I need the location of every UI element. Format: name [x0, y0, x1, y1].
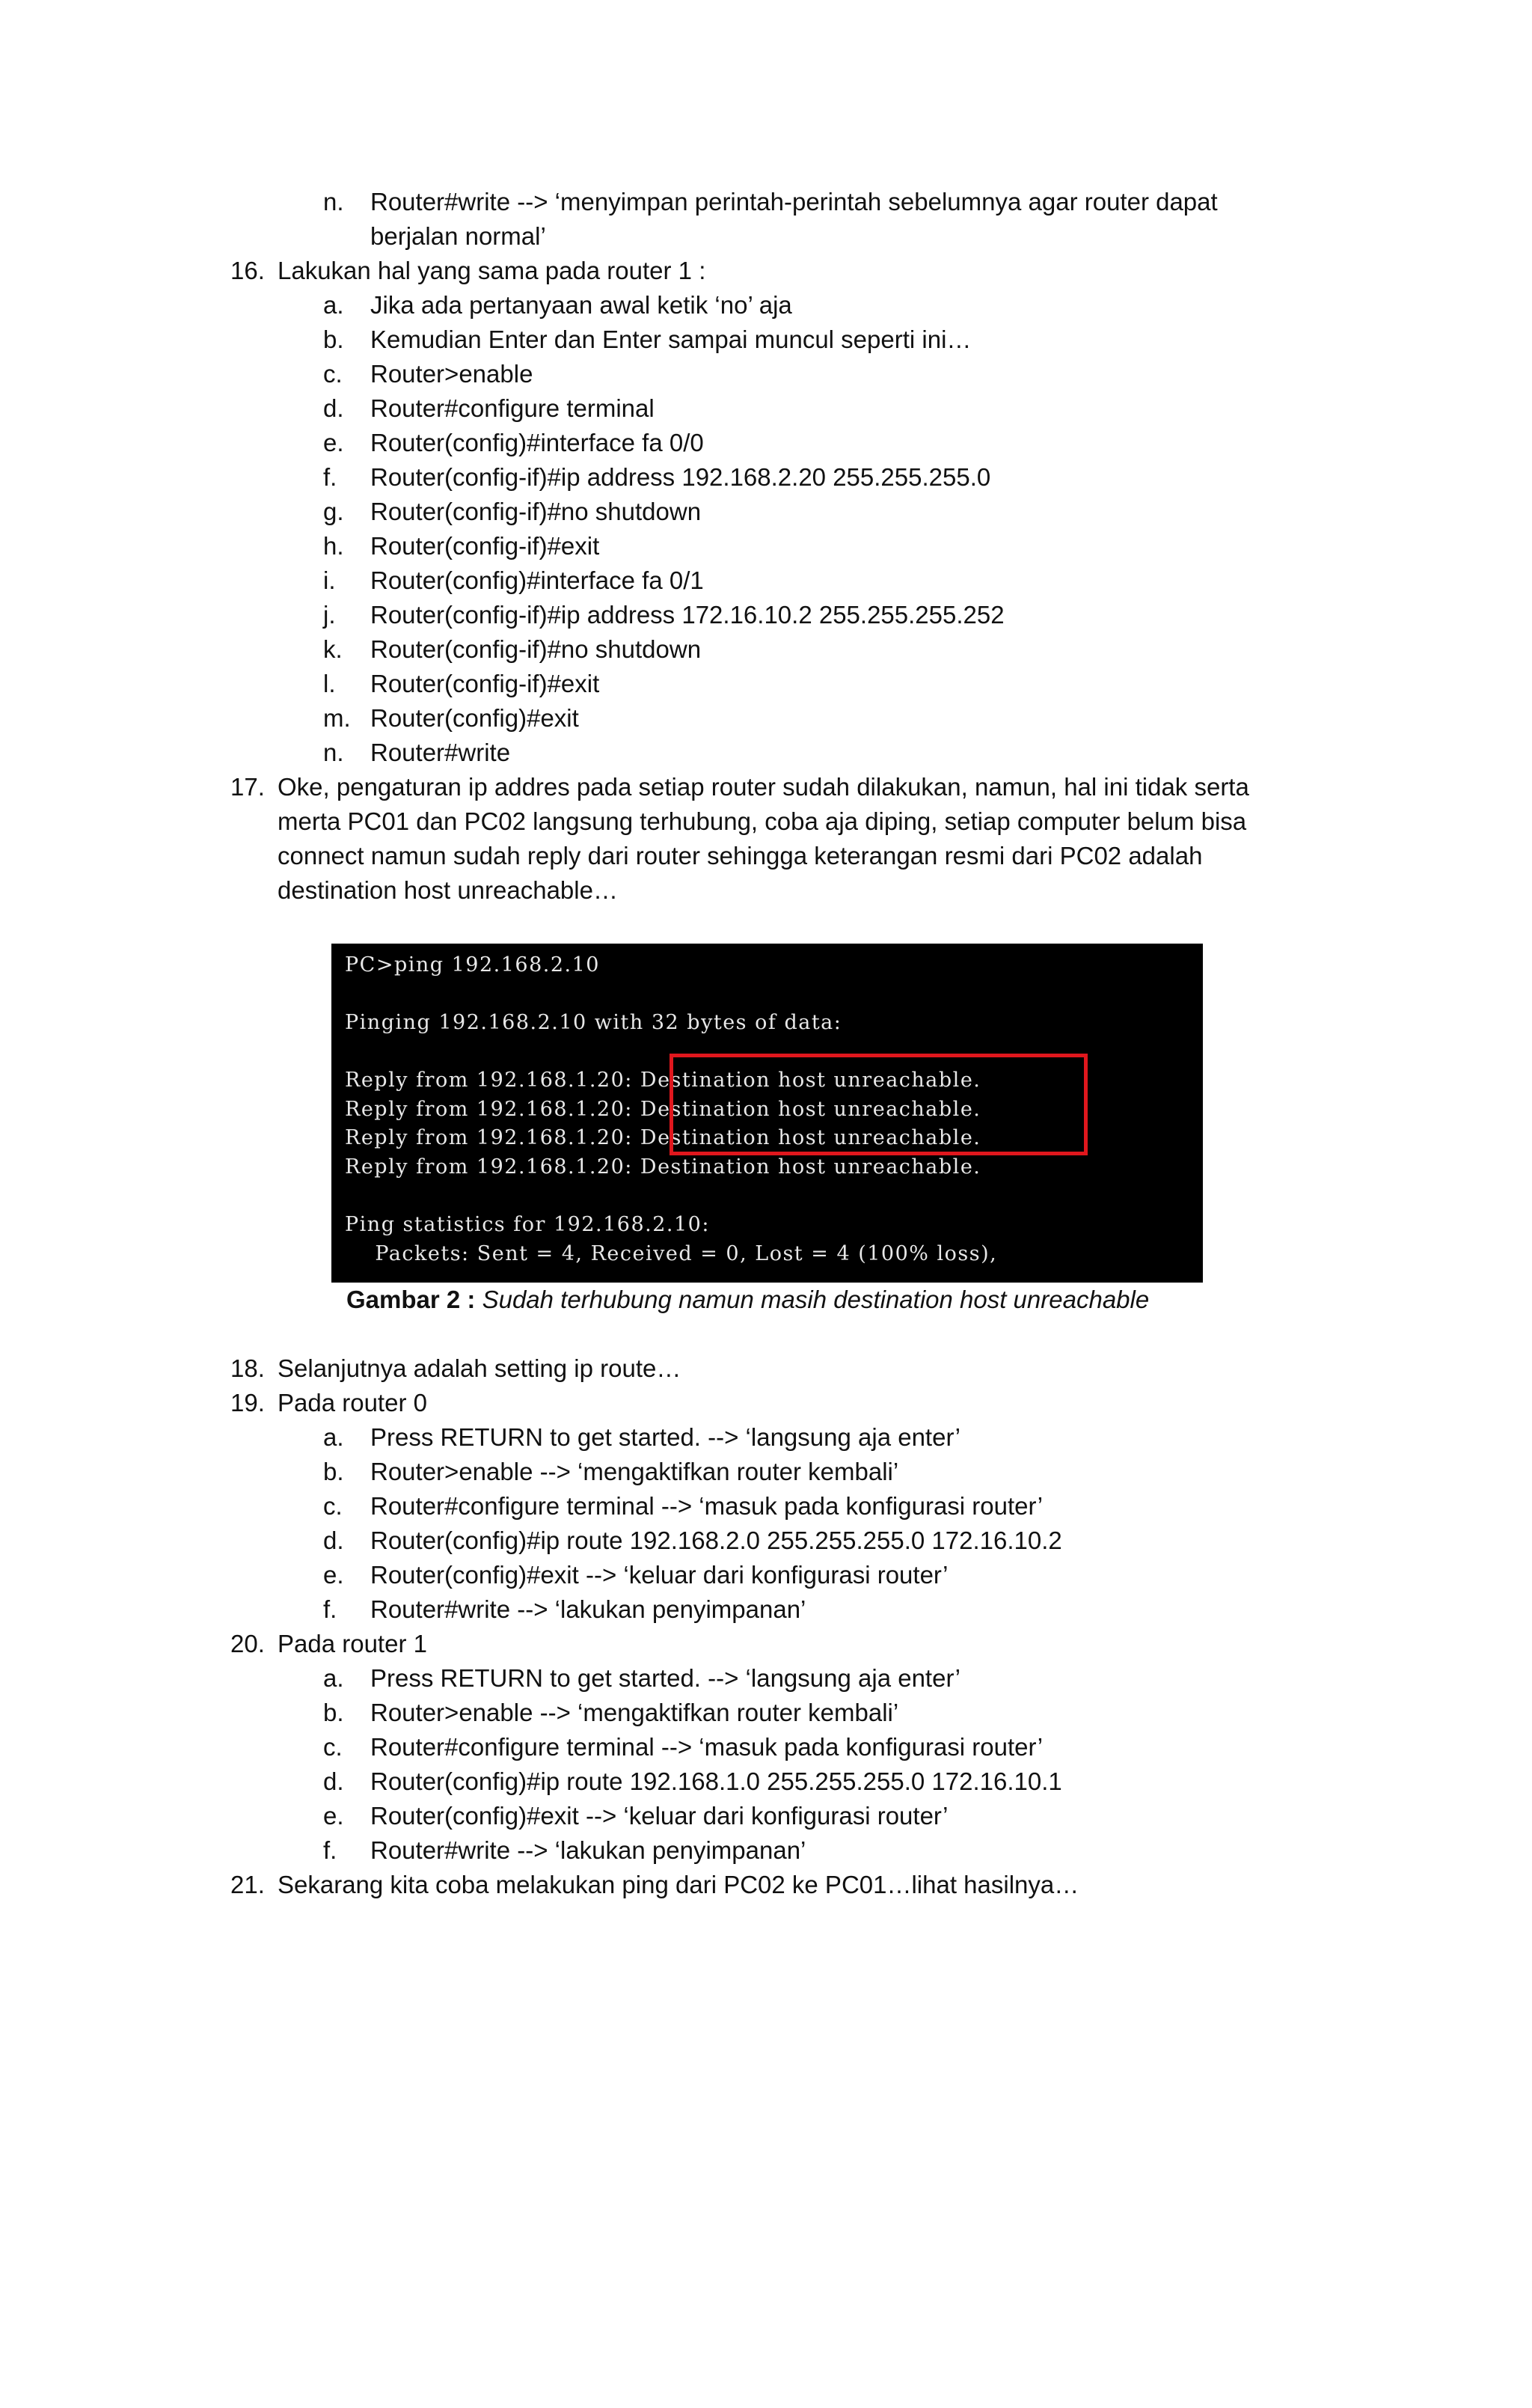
- caption-label: Gambar 2 :: [346, 1286, 476, 1313]
- list-item-text: Router#configure terminal --> ‘masuk pada konfigurasi router’: [370, 1492, 1044, 1520]
- list-item-text: Router(config-if)#no shutdown: [370, 635, 702, 663]
- step-text: merta PC01 dan PC02 langsung terhubung, coba aja diping, setiap computer belum bisa: [278, 807, 1247, 835]
- terminal-line: Packets: Sent = 4, Received = 0, Lost = 4 (100% loss),: [345, 1242, 998, 1265]
- list-item-marker: f.: [323, 1836, 337, 1864]
- list-item-marker: e.: [323, 1561, 344, 1589]
- list-item-marker: d.: [323, 1527, 344, 1554]
- list-item-marker: f.: [323, 1595, 337, 1623]
- list-item-text: Router#write --> ‘lakukan penyimpanan’: [370, 1595, 806, 1623]
- list-item-marker: f.: [323, 463, 337, 491]
- step-number: 20.: [230, 1630, 265, 1657]
- list-item-text: Router#configure terminal --> ‘masuk pada konfigurasi router’: [370, 1733, 1044, 1761]
- terminal-line: Reply from 192.168.1.20: Destination host unreachable.: [345, 1069, 981, 1092]
- step-text: Pada router 1: [278, 1630, 427, 1657]
- terminal-line: Reply from 192.168.1.20: Destination host unreachable.: [345, 1126, 981, 1149]
- terminal-line: Reply from 192.168.1.20: Destination host unreachable.: [345, 1098, 981, 1121]
- list-item-text: Router(config-if)#no shutdown: [370, 498, 702, 525]
- step-number: 21.: [230, 1871, 265, 1898]
- list-item-marker: a.: [323, 1664, 344, 1692]
- list-item-text: Router(config-if)#ip address 172.16.10.2 255.255.255.252: [370, 601, 1005, 629]
- step-text: Lakukan hal yang sama pada router 1 :: [278, 257, 706, 284]
- list-item-marker: e.: [323, 1802, 344, 1830]
- list-item-text: Router#write --> ‘lakukan penyimpanan’: [370, 1836, 806, 1864]
- list-item-text: Router(config)#ip route 192.168.2.0 255.255.255.0 172.16.10.2: [370, 1527, 1062, 1554]
- list-item-text: Router(config-if)#ip address 192.168.2.20 255.255.255.0: [370, 463, 991, 491]
- list-item-marker: b.: [323, 326, 344, 353]
- list-item-marker: n.: [323, 188, 344, 216]
- list-item-text: Kemudian Enter dan Enter sampai muncul seperti ini…: [370, 326, 972, 353]
- list-item-text: Router#write --> ‘menyimpan perintah-perintah sebelumnya agar router dapat: [370, 188, 1218, 216]
- list-item-text: Press RETURN to get started. --> ‘langsung aja enter’: [370, 1423, 960, 1451]
- step-number: 18.: [230, 1354, 265, 1382]
- list-item-marker: b.: [323, 1458, 344, 1485]
- list-item-marker: d.: [323, 1767, 344, 1795]
- step-text: Pada router 0: [278, 1389, 427, 1417]
- terminal-line: Pinging 192.168.2.10 with 32 bytes of data:: [345, 1011, 842, 1034]
- terminal-screenshot: [331, 944, 1203, 1283]
- step-text: Oke, pengaturan ip addres pada setiap router sudah dilakukan, namun, hal ini tidak serta: [278, 773, 1249, 801]
- list-item-marker: h.: [323, 532, 344, 560]
- step-number: 16.: [230, 257, 265, 284]
- list-item-text: Router(config-if)#exit: [370, 670, 600, 697]
- list-item-marker: e.: [323, 429, 344, 456]
- list-item-marker: l.: [323, 670, 336, 697]
- step-text: connect namun sudah reply dari router sehingga keterangan resmi dari PC02 adalah: [278, 842, 1203, 870]
- list-item-text: Router(config)#interface fa 0/0: [370, 429, 704, 456]
- list-item-text: Router(config)#interface fa 0/1: [370, 566, 704, 594]
- list-item-text: Router>enable --> ‘mengaktifkan router kembali’: [370, 1458, 899, 1485]
- list-item-text: berjalan normal’: [370, 222, 546, 250]
- caption-text: Sudah terhubung namun masih destination host unreachable: [482, 1286, 1150, 1313]
- list-item-text: Router>enable --> ‘mengaktifkan router kembali’: [370, 1699, 899, 1726]
- list-item-marker: c.: [323, 1492, 343, 1520]
- list-item-text: Jika ada pertanyaan awal ketik ‘no’ aja: [370, 291, 792, 319]
- list-item-text: Router>enable: [370, 360, 533, 388]
- step-text: Selanjutnya adalah setting ip route…: [278, 1354, 681, 1382]
- list-item-marker: b.: [323, 1699, 344, 1726]
- highlight-box: [670, 1054, 1088, 1155]
- list-item-marker: a.: [323, 1423, 344, 1451]
- list-item-text: Press RETURN to get started. --> ‘langsung aja enter’: [370, 1664, 960, 1692]
- figure-caption: [346, 1283, 1149, 1317]
- step-text: destination host unreachable…: [278, 876, 618, 904]
- list-item-text: Router(config)#exit --> ‘keluar dari konfigurasi router’: [370, 1561, 949, 1589]
- list-item-marker: m.: [323, 704, 351, 732]
- step-number: 17.: [230, 773, 265, 801]
- list-item-marker: i.: [323, 566, 336, 594]
- terminal-line: Ping statistics for 192.168.2.10:: [345, 1213, 710, 1236]
- list-item-text: Router(config)#exit: [370, 704, 579, 732]
- list-item-marker: c.: [323, 360, 343, 388]
- list-item-text: Router(config)#exit --> ‘keluar dari konfigurasi router’: [370, 1802, 949, 1830]
- list-item-text: Router#configure terminal: [370, 394, 655, 422]
- list-item-marker: n.: [323, 739, 344, 766]
- list-item-marker: c.: [323, 1733, 343, 1761]
- list-item-text: Router(config-if)#exit: [370, 532, 600, 560]
- list-item-marker: g.: [323, 498, 344, 525]
- terminal-line: Reply from 192.168.1.20: Destination host unreachable.: [345, 1155, 981, 1179]
- list-item-marker: k.: [323, 635, 343, 663]
- step-number: 19.: [230, 1389, 265, 1417]
- list-item-marker: d.: [323, 394, 344, 422]
- list-item-text: Router(config)#ip route 192.168.1.0 255.255.255.0 172.16.10.1: [370, 1767, 1062, 1795]
- list-item-marker: j.: [323, 601, 336, 629]
- step-text: Sekarang kita coba melakukan ping dari PC02 ke PC01…lihat hasilnya…: [278, 1871, 1079, 1898]
- list-item-marker: a.: [323, 291, 344, 319]
- list-item-text: Router#write: [370, 739, 511, 766]
- terminal-line: PC>ping 192.168.2.10: [345, 953, 600, 977]
